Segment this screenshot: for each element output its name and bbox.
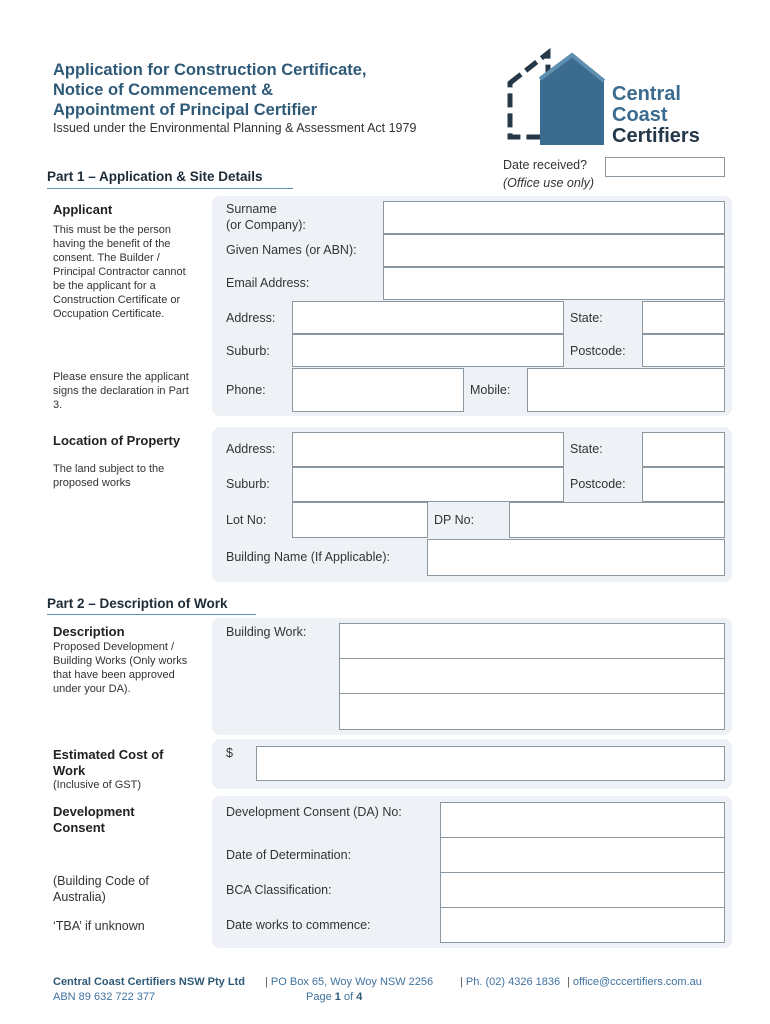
address-label: Address: xyxy=(226,311,276,325)
cost-note: (Inclusive of GST) xyxy=(53,779,142,791)
location-heading: Location of Property xyxy=(53,433,181,448)
title-line-1: Application for Construction Certificate, xyxy=(53,61,367,79)
suburb-label: Suburb: xyxy=(226,344,270,358)
logo-wordmark xyxy=(612,84,700,147)
tba-note: ‘TBA’ if unknown xyxy=(53,919,145,933)
footer-abn: ABN 89 632 722 377 xyxy=(53,991,156,1003)
postcode-label: Postcode: xyxy=(570,344,626,358)
date-received-field[interactable] xyxy=(605,157,725,177)
property-state-field[interactable] xyxy=(642,432,725,467)
postcode-field[interactable] xyxy=(642,334,725,367)
dp-no-field[interactable] xyxy=(509,502,725,538)
applicant-declaration-note: Please ensure the applicant signs the declaration in Part 3. xyxy=(53,371,189,411)
determination-date-label: Date of Determination: xyxy=(226,848,352,862)
description-note: Proposed Development / Building Works (Only works that have been approved under your DA). xyxy=(53,641,188,695)
date-received-label: Date received? xyxy=(503,158,588,172)
title-line-3: Appointment of Principal Certifier xyxy=(53,101,318,119)
building-name-label: Building Name (If Applicable): xyxy=(226,550,390,564)
mobile-label: Mobile: xyxy=(470,383,511,397)
page-current: 1 xyxy=(334,991,341,1003)
property-address-label: Address: xyxy=(226,442,276,456)
footer-email-link[interactable]: office@cccertifiers.com.au xyxy=(572,976,702,988)
part1-underline xyxy=(47,188,293,189)
surname-label-sub: (or Company): xyxy=(226,218,306,232)
applicant-note: This must be the person having the benefit of the consent. The Builder / Principal Contractor cannot be the applicant for a Construction Certificate or Occupation Certificate. xyxy=(53,224,186,320)
building-work-label: Building Work: xyxy=(226,625,307,639)
building-work-field-1[interactable] xyxy=(339,623,725,659)
determination-date-field[interactable] xyxy=(440,837,725,873)
bca-classification-label: BCA Classification: xyxy=(226,883,332,897)
da-number-label: Development Consent (DA) No: xyxy=(226,805,402,819)
bca-note: (Building Code of Australia) xyxy=(53,874,149,904)
cost-heading-1: Estimated Cost of xyxy=(53,747,164,762)
footer-company-name: Central Coast Certifiers NSW Pty Ltd xyxy=(53,976,245,988)
page-prefix: Page xyxy=(306,991,332,1003)
lot-no-label: Lot No: xyxy=(226,513,267,527)
commence-date-label: Date works to commence: xyxy=(226,918,371,932)
footer-po-box: | PO Box 65, Woy Woy NSW 2256 xyxy=(265,976,434,988)
estimated-cost-field[interactable] xyxy=(256,746,725,781)
state-label: State: xyxy=(570,311,603,325)
page-title xyxy=(53,60,367,120)
title-line-2: Notice of Commencement & xyxy=(53,81,274,99)
da-number-field[interactable] xyxy=(440,802,725,838)
property-postcode-field[interactable] xyxy=(642,467,725,502)
description-panel xyxy=(212,618,732,735)
part1-heading: Part 1 – Application & Site Details xyxy=(47,169,263,184)
house-outline-logo-icon xyxy=(500,45,612,145)
consent-panel xyxy=(212,796,732,948)
given-names-label: Given Names (or ABN): xyxy=(226,243,357,257)
phone-field[interactable] xyxy=(292,368,464,412)
surname-label: Surname xyxy=(226,202,277,216)
page-total: 4 xyxy=(356,991,363,1003)
footer-company xyxy=(53,976,245,988)
property-state-label: State: xyxy=(570,442,603,456)
logo-line-3: Certifiers xyxy=(612,125,700,147)
footer-phone: | Ph. (02) 4326 1836 xyxy=(460,976,561,988)
building-work-field-3[interactable] xyxy=(339,693,725,730)
page-of: of xyxy=(343,991,354,1003)
email-label: Email Address: xyxy=(226,276,310,290)
dp-no-label: DP No: xyxy=(434,513,475,527)
consent-heading-2: Consent xyxy=(53,820,105,835)
footer-email[interactable]: | office@cccertifiers.com.au xyxy=(567,976,702,988)
cost-panel xyxy=(212,739,732,789)
location-panel xyxy=(212,427,732,582)
property-postcode-label: Postcode: xyxy=(570,477,626,491)
location-note: The land subject to the proposed works xyxy=(53,463,165,489)
part2-underline xyxy=(47,614,256,615)
property-suburb-field[interactable] xyxy=(292,467,564,502)
building-name-field[interactable] xyxy=(427,539,725,576)
surname-field[interactable] xyxy=(383,201,725,234)
suburb-field[interactable] xyxy=(292,334,564,367)
office-use-label: (Office use only) xyxy=(503,176,595,190)
state-field[interactable] xyxy=(642,301,725,334)
page-number xyxy=(306,991,362,1003)
page-subtitle: Issued under the Environmental Planning & Assessment Act 1979 xyxy=(53,121,417,135)
description-heading: Description xyxy=(53,624,125,639)
address-field[interactable] xyxy=(292,301,564,334)
property-suburb-label: Suburb: xyxy=(226,477,270,491)
given-names-field[interactable] xyxy=(383,234,725,267)
property-address-field[interactable] xyxy=(292,432,564,467)
applicant-panel xyxy=(212,196,732,416)
bca-classification-field[interactable] xyxy=(440,872,725,908)
commence-date-field[interactable] xyxy=(440,907,725,943)
building-work-field-2[interactable] xyxy=(339,658,725,694)
logo-line-2: Coast xyxy=(612,104,668,126)
footer-po-box-text: PO Box 65, Woy Woy NSW 2256 xyxy=(270,976,434,988)
cost-heading-2: Work xyxy=(53,763,86,778)
applicant-heading: Applicant xyxy=(53,202,113,217)
phone-label: Phone: xyxy=(226,383,266,397)
lot-no-field[interactable] xyxy=(292,502,428,538)
mobile-field[interactable] xyxy=(527,368,725,412)
currency-symbol: $ xyxy=(226,746,233,760)
part2-heading: Part 2 – Description of Work xyxy=(47,596,228,611)
consent-heading-1: Development xyxy=(53,804,135,819)
email-field[interactable] xyxy=(383,267,725,300)
footer-phone-text: Ph. (02) 4326 1836 xyxy=(465,976,561,988)
logo-line-1: Central xyxy=(612,83,681,105)
